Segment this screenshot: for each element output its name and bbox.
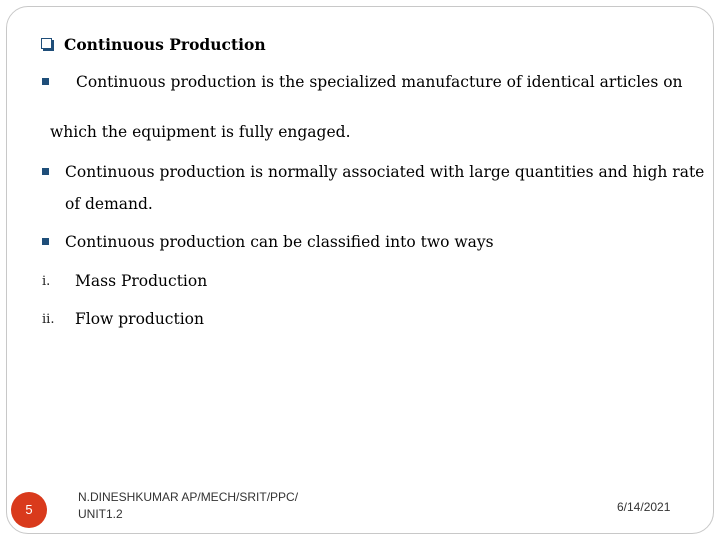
list-item: Flow production bbox=[75, 310, 204, 328]
bullet-2-line-2: of demand. bbox=[65, 195, 153, 213]
bullet-3: Continuous production can be classified into two ways bbox=[65, 233, 494, 251]
list-marker: ii. bbox=[42, 312, 55, 327]
list-item: Mass Production bbox=[75, 272, 208, 290]
slide-number-badge: 5 bbox=[11, 492, 47, 528]
bullet-1-line-1: Continuous production is the specialized manufacture of identical articles on bbox=[76, 73, 683, 91]
square-bullet-icon bbox=[42, 168, 49, 175]
list-marker: i. bbox=[42, 274, 51, 289]
footer-author: N.DINESHKUMAR AP/MECH/SRIT/PPC/ bbox=[78, 490, 299, 504]
footer-unit: UNIT1.2 bbox=[78, 507, 123, 521]
checkbox-bullet-icon bbox=[41, 38, 52, 49]
bullet-1-line-2: which the equipment is fully engaged. bbox=[50, 123, 351, 141]
square-bullet-icon bbox=[42, 78, 49, 85]
square-bullet-icon bbox=[42, 238, 49, 245]
bullet-2-line-1: Continuous production is normally associated with large quantities and high rate bbox=[65, 163, 705, 181]
footer-date: 6/14/2021 bbox=[617, 500, 671, 514]
slide-heading: Continuous Production bbox=[64, 35, 266, 54]
